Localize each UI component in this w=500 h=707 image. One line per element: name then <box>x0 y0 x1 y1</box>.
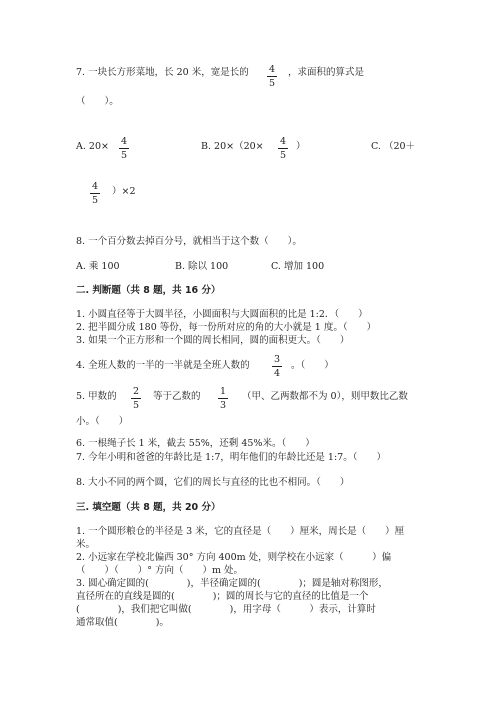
fill-item-3-line1: 3. 圆心确定圆的( )，半径确定圆的( )；圆是轴对称图形， <box>76 578 388 589</box>
q7-fraction <box>265 64 279 89</box>
fraction-numerator: 4 <box>91 181 99 192</box>
fraction-denominator: 5 <box>120 150 128 161</box>
q7-option-b: B. 20×（20× <box>201 141 264 152</box>
judge-item-3: 3. 如果一个正方形和一个圆的周长相同，圆的面积更大。（ ） <box>76 335 350 346</box>
fill-item-3-line4: 通常取值( )。 <box>76 617 169 628</box>
fraction-numerator: 4 <box>268 64 276 75</box>
judge-item-5-line2: 小。（ ） <box>76 416 129 427</box>
fill-item-2-line1: 2. 小远家在学校北偏西 30° 方向 400m 处，则学校在小远家（ ）偏 <box>76 552 392 563</box>
judge-item-2: 2. 把半圆分成 180 等份，每一份所对应的角的大小就是 1 度。（ ） <box>76 322 377 333</box>
fraction-bar <box>90 193 100 194</box>
fraction-denominator: 4 <box>273 368 281 379</box>
q7-option-a-fraction <box>117 136 131 161</box>
fill-item-3-line3: ( )，我们把它叫做( )，用字母（ ）表示，计算时 <box>76 604 376 615</box>
q7-line1-end: ，求面积的算式是 <box>288 67 365 78</box>
fraction-numerator: 3 <box>273 354 281 365</box>
q7-option-c-fraction <box>88 181 102 206</box>
q7-line2: （ ）。 <box>76 96 119 107</box>
q7-option-b-close: ） <box>296 141 306 152</box>
judge-item-4-end: 。（ ） <box>291 360 334 371</box>
judge-item-7: 7. 今年小明和爸爸的年龄比是 1:7，明年他们的年龄比还是 1:7。（ ） <box>76 452 386 463</box>
fraction-numerator: 2 <box>132 386 140 397</box>
q8-option-b: B. 除以 100 <box>175 261 229 272</box>
judge-item-5-fraction-1 <box>129 386 143 411</box>
judge-item-1: 1. 小圆直径等于大圆半径，小圆面积与大圆面积的比是 1:2．（ ） <box>76 309 368 320</box>
fraction-bar <box>119 148 129 149</box>
q8-option-c: C. 增加 100 <box>271 261 325 272</box>
judge-item-6: 6. 一根绳子长 1 米，截去 55%，还剩 45%米。（ ） <box>76 438 315 449</box>
judge-item-5-end: （甲、乙两数都不为 0），则甲数比乙数 <box>242 391 408 402</box>
judge-item-4-fraction <box>270 354 284 379</box>
fill-item-1-line2: 米。 <box>76 539 96 550</box>
fraction-bar <box>267 76 277 77</box>
judge-item-8: 8. 大小不同的两个圆，它们的周长与直径的比也不相同。（ ） <box>76 477 350 488</box>
fraction-bar <box>218 398 228 399</box>
q7-option-a: A. 20× <box>76 141 109 152</box>
fraction-denominator: 5 <box>91 195 99 206</box>
fraction-bar <box>131 398 141 399</box>
judge-item-5-fraction-2 <box>216 386 230 411</box>
judge-item-5: 5. 甲数的 <box>76 391 117 402</box>
q7-option-c-tail: ）×2 <box>112 186 136 197</box>
q8-stem: 8. 一个百分数去掉百分号，就相当于这个数（ ）。 <box>76 236 302 247</box>
fraction-numerator: 1 <box>219 386 227 397</box>
fill-item-2-line2: （ ）（ ）° 方向（ ）m 处。 <box>76 565 244 576</box>
fraction-bar <box>272 366 282 367</box>
fraction-numerator: 4 <box>120 136 128 147</box>
section-title-judgement: 二. 判断题（共 8 题，共 16 分） <box>76 285 221 296</box>
fraction-denominator: 3 <box>219 400 227 411</box>
fraction-denominator: 5 <box>132 400 140 411</box>
section-title-fill-in: 三. 填空题（共 8 题，共 20 分） <box>76 502 221 513</box>
judge-item-5-mid: 等于乙数的 <box>153 391 201 402</box>
judge-item-4: 4. 全班人数的一半的一半就是全班人数的 <box>76 360 250 371</box>
q7-line1-start: 7. 一块长方形菜地，长 20 米，宽是长的 <box>76 67 249 78</box>
q7-option-b-fraction <box>276 136 290 161</box>
fill-item-3-line2: 直径所在的直线是圆的( )；圆的周长与它的直径的比值是一个 <box>76 591 369 602</box>
fill-item-1-line1: 1. 一个圆形粮仓的半径是 3 米，它的直径是（ ）厘米，周长是（ ）厘 <box>76 526 405 537</box>
fraction-denominator: 5 <box>268 78 276 89</box>
fraction-numerator: 4 <box>279 136 287 147</box>
q8-option-a: A. 乘 100 <box>76 261 120 272</box>
fraction-denominator: 5 <box>279 150 287 161</box>
q7-option-c: C. （20＋ <box>371 141 416 152</box>
fraction-bar <box>278 148 288 149</box>
